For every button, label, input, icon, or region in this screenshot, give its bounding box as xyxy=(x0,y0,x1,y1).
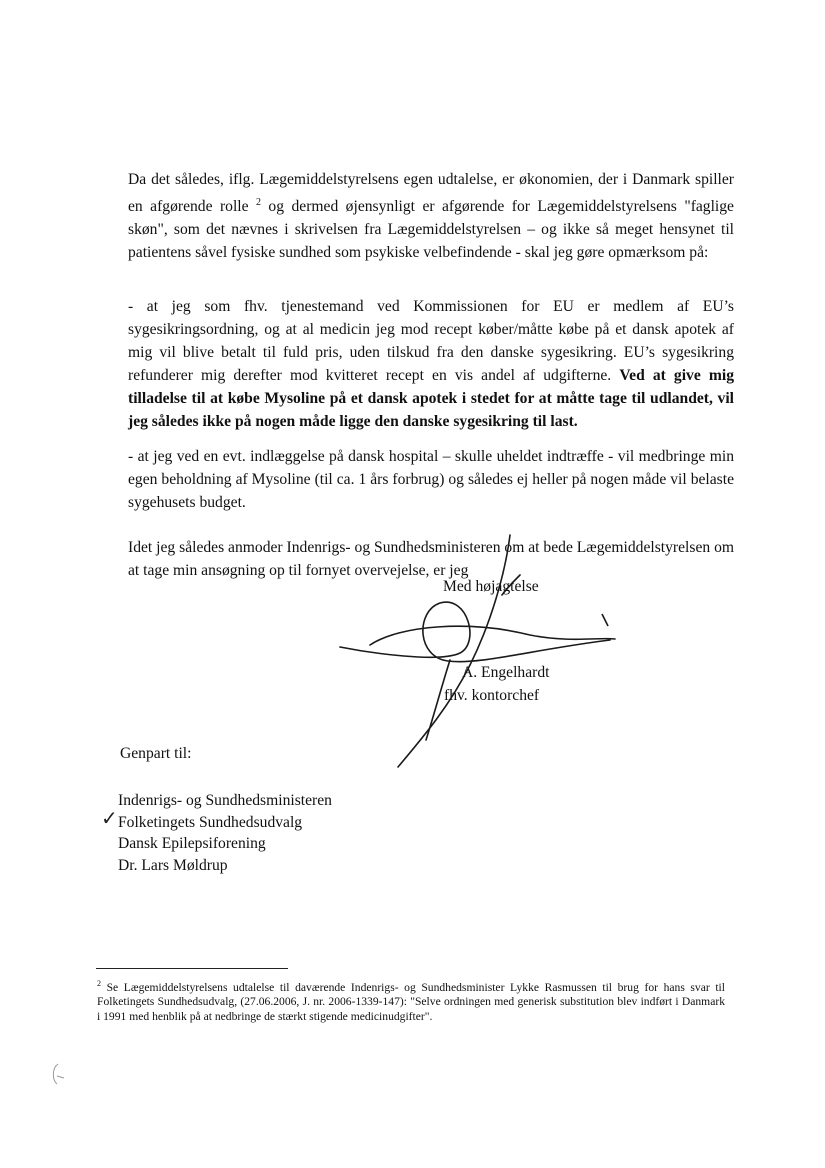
handwritten-signature xyxy=(330,525,630,775)
recipient-item: Folketingets Sundhedsudvalg xyxy=(118,813,303,831)
recipient-item: Dr. Lars Møldrup xyxy=(118,856,228,874)
paragraph-eu-insurance xyxy=(128,295,734,433)
footnote-number: 2 xyxy=(97,979,101,988)
paragraph-economy-text-cont: og dermed øjensynligt er afgørende for Lægemiddelstyrelsens "faglige skøn", som det nævnes i skrivelsen fra Lægemiddelstyrelsen – og ikke så meget hensynet til patientens såvel fysiske sundhed som psykiske velbefindende - skal jeg gøre opmærksom på: xyxy=(128,198,734,262)
footnote xyxy=(97,977,725,1024)
footnote-divider xyxy=(96,968,288,969)
paragraph-hospital-text: - at jeg ved en evt. indlæggelse på dansk hospital – skulle uheldet indtræffe - vil medbringe min egen beholdning af Mysoline (til ca. 1 års forbrug) og således ej heller på nogen måde vil belaste sygehusets budget. xyxy=(128,448,734,511)
paragraph-eu-insurance-text: - at jeg som fhv. tjenestemand ved Kommissionen for EU er medlem af EU’s sygesikringsordning, og at al medicin jeg mod recept køber/måtte købe på et dansk apotek af mig vil blive betalt til fuld pris, uden tilskud fra den danske sygesikring. EU’s sygesikring refunderer mig derefter mod kvitteret recept en vis andel af udgifterne. xyxy=(128,298,734,384)
pen-stroke-mark xyxy=(600,612,614,632)
recipient-item: Dansk Epilepsiforening xyxy=(118,835,266,852)
margin-pencil-mark xyxy=(48,1062,68,1086)
paragraph-economy xyxy=(128,168,734,264)
footnote-reference: 2 xyxy=(255,197,261,208)
check-mark-icon: ✓ xyxy=(101,808,118,830)
recipient-item: Indenrigs- og Sundhedsministeren xyxy=(118,792,332,809)
copies-heading: Genpart til: xyxy=(120,745,192,762)
paragraph-economy-text: Da det således, iflg. Lægemiddelstyrelsens egen udtalelse, er økonomien, der i Danmark spiller en afgørende rolle xyxy=(128,171,734,216)
paragraph-eu-insurance-bold: Ved at give mig tilladelse til at købe Mysoline på et dansk apotek i stedet for at måtte tage til udlandet, vil jeg således ikke på nogen måde ligge den danske sygesikring til last. xyxy=(128,367,734,430)
signer-name: A. Engelhardt xyxy=(462,664,550,681)
paragraph-request-text: Idet jeg således anmoder Indenrigs- og Sundhedsministeren om at bede Lægemiddelstyrelsen om at tage min ansøgning op til fornyet overvejelse, er jeg xyxy=(128,539,734,579)
paragraph-hospital xyxy=(128,445,734,514)
footnote-text: Se Lægemiddelstyrelsens udtalelse til daværende Indenrigs- og Sundhedsminister Lykke Rasmussen til brug for hans svar til Folketingets Sundhedsudvalg, (27.06.2006, J. nr. 2006-1339-147): "Selve ordningen med generisk substitution blev indført i Danmark i 1991 med henblik på at nedbringe de stærkt stigende medicinudgifter". xyxy=(97,980,725,1023)
recipient-list xyxy=(118,790,332,876)
closing-greeting: Med højagtelse xyxy=(443,578,539,595)
signer-title: fhv. kontorchef xyxy=(444,687,540,704)
